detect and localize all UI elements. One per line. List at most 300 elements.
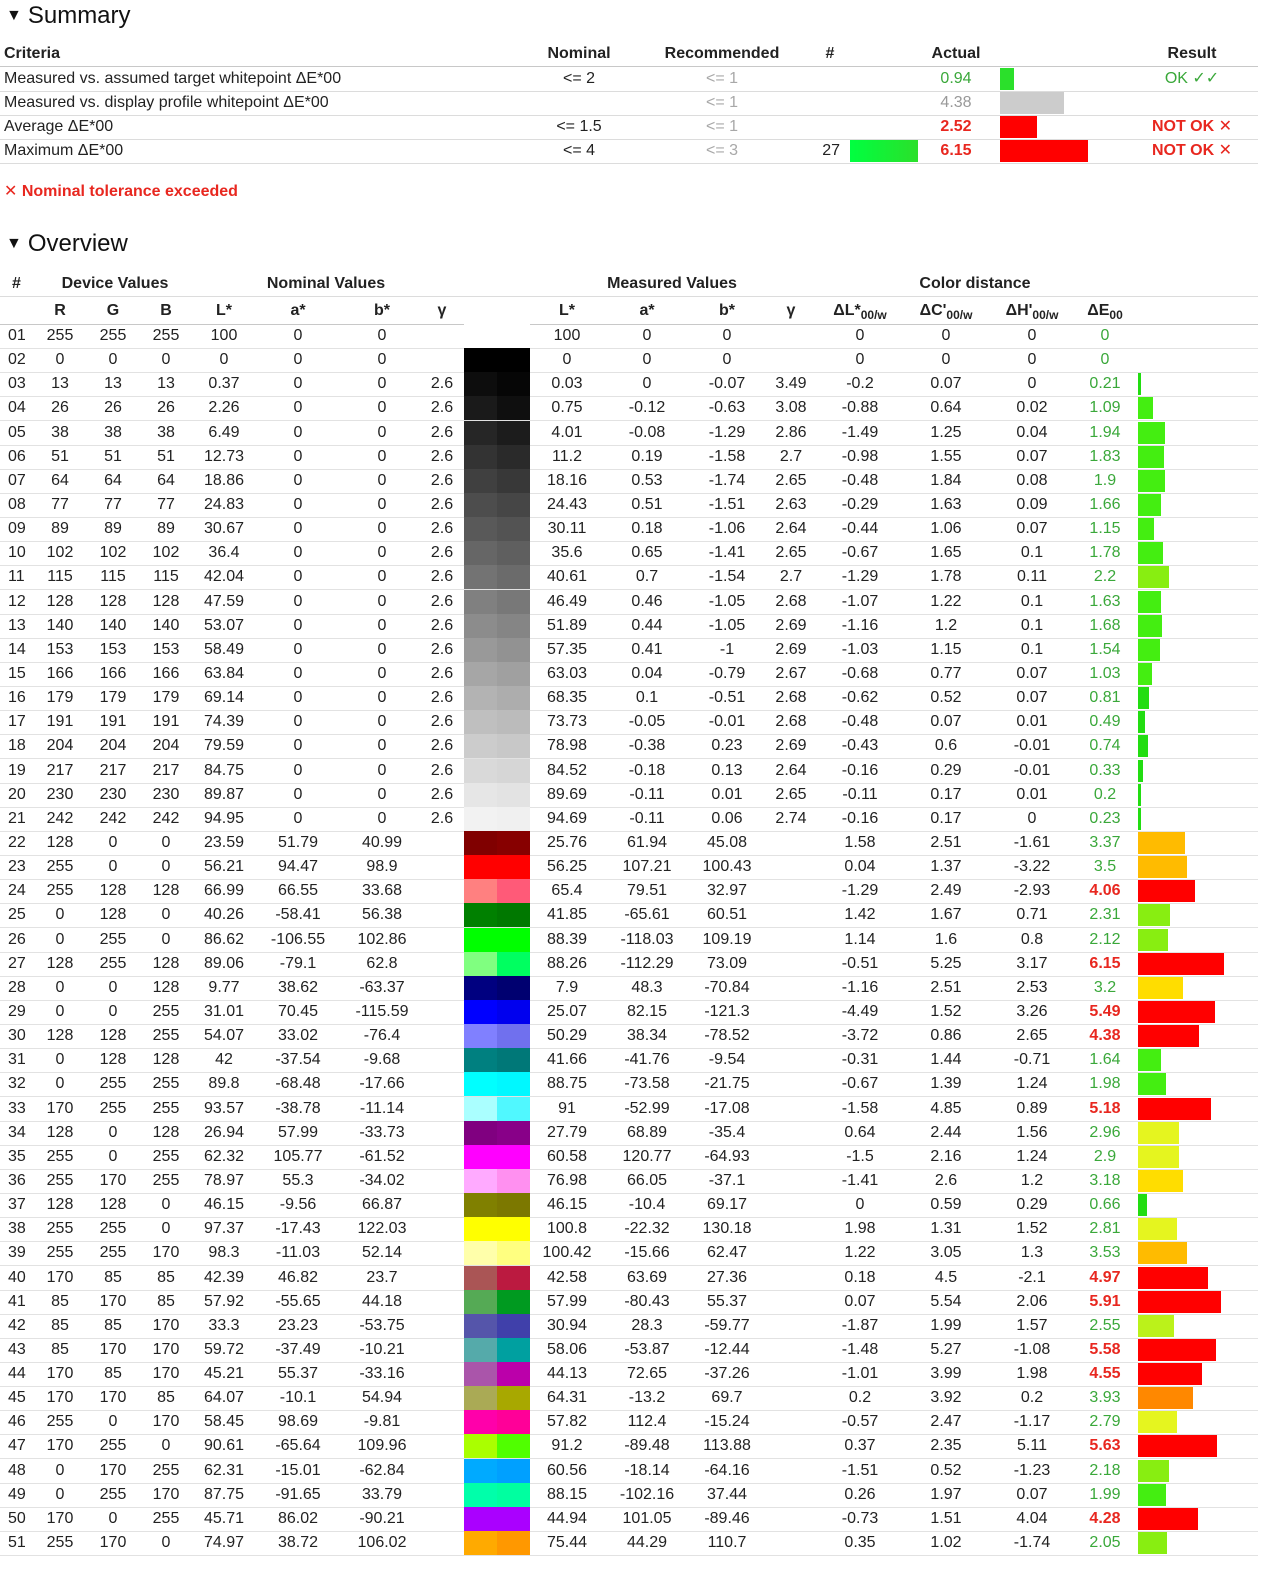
- value-cell: 0: [377, 809, 387, 827]
- column-header-subscript: 00/w: [946, 308, 973, 323]
- value-cell: 68.89: [626, 1123, 668, 1141]
- nominal-swatch: [464, 662, 497, 686]
- value-cell: 0: [293, 665, 303, 682]
- value-cell: -0.07: [708, 375, 746, 393]
- value-cell: 2.6: [430, 809, 454, 827]
- value-cell: 107.21: [622, 858, 672, 876]
- value-cell: -1.51: [708, 496, 746, 513]
- value-cell: 1.57: [1016, 1316, 1048, 1334]
- recommended-cell: <= 1: [705, 94, 739, 111]
- patch-index: 38: [8, 1220, 26, 1238]
- value-cell: 115: [100, 568, 126, 586]
- nominal-swatch: [464, 1217, 497, 1241]
- value-cell: 2.26: [208, 399, 240, 417]
- value-cell: 1.65: [930, 544, 962, 562]
- value-cell: 26: [51, 399, 69, 417]
- value-cell: 255: [46, 1413, 74, 1431]
- value-cell: -1.51: [841, 1461, 879, 1479]
- value-cell: 48.3: [631, 978, 663, 996]
- color-patch-row: [0, 1241, 1258, 1266]
- measured-swatch: [497, 1097, 530, 1121]
- count-cell: [800, 115, 840, 139]
- value-cell: 84.75: [203, 761, 245, 779]
- value-cell: 52.14: [361, 1244, 403, 1262]
- value-cell: 0: [722, 327, 732, 344]
- value-cell: -1.54: [708, 568, 746, 586]
- value-cell: 0: [161, 351, 171, 369]
- delta-e-cell: 4.28: [1089, 1509, 1121, 1527]
- value-cell: -0.11: [629, 809, 665, 827]
- delta-e-cell: 3.93: [1089, 1389, 1121, 1407]
- value-cell: 140: [46, 616, 74, 634]
- measured-swatch: [497, 396, 530, 420]
- value-cell: 0: [642, 327, 652, 344]
- patch-index: 19: [8, 761, 26, 779]
- delta-e-cell: 1.78: [1089, 544, 1121, 562]
- value-cell: -0.62: [841, 689, 879, 707]
- value-cell: 2.65: [1016, 1027, 1048, 1045]
- value-cell: -35.4: [708, 1123, 746, 1141]
- value-cell: 2.6: [934, 1171, 958, 1189]
- nominal-swatch: [464, 1338, 497, 1362]
- value-cell: -3.22: [1013, 858, 1051, 876]
- value-cell: 0: [377, 568, 387, 586]
- value-cell: 44.94: [546, 1509, 588, 1527]
- patch-index: 45: [8, 1389, 26, 1407]
- value-cell: 86.62: [203, 930, 245, 948]
- value-cell: -52.99: [624, 1099, 670, 1117]
- value-cell: -15.66: [624, 1244, 670, 1262]
- nominal-swatch: [464, 831, 497, 855]
- measured-swatch: [497, 879, 530, 903]
- color-patch-row: [0, 396, 1258, 421]
- value-cell: 115: [47, 568, 73, 586]
- value-cell: 0: [108, 1002, 118, 1020]
- delta-e-cell: 2.79: [1089, 1413, 1121, 1431]
- value-cell: -18.14: [624, 1461, 670, 1479]
- value-cell: 2.6: [430, 375, 454, 393]
- color-patch-row: [0, 734, 1258, 759]
- value-cell: 58.45: [203, 1413, 245, 1431]
- value-cell: 57.99: [546, 1292, 588, 1310]
- value-cell: -10.4: [628, 1196, 666, 1213]
- value-cell: 0.52: [930, 689, 962, 707]
- value-cell: 0: [161, 906, 171, 924]
- column-header: [402, 299, 482, 323]
- value-cell: -1.87: [841, 1316, 879, 1334]
- value-cell: 2.06: [1016, 1292, 1048, 1310]
- value-cell: 74.97: [203, 1534, 245, 1551]
- value-cell: 0.89: [1016, 1099, 1048, 1117]
- value-cell: 0: [55, 978, 65, 996]
- overview-section-title[interactable]: ▼ Overview: [6, 230, 128, 257]
- value-cell: 2.65: [775, 544, 807, 562]
- color-patch-row: [0, 1266, 1258, 1291]
- value-cell: -115.59: [355, 1002, 409, 1020]
- value-cell: 82.15: [626, 1002, 668, 1020]
- value-cell: -0.68: [841, 665, 879, 682]
- value-cell: -1.49: [841, 423, 879, 441]
- value-cell: 0.77: [930, 665, 962, 682]
- value-cell: 110.7: [707, 1534, 747, 1551]
- color-patch-row: [0, 686, 1258, 711]
- value-cell: 73.09: [706, 954, 748, 972]
- summary-row: [0, 139, 1258, 164]
- value-cell: 1.24: [1016, 1075, 1048, 1093]
- actual-header: Actual: [931, 45, 981, 62]
- value-cell: 0.01: [1016, 713, 1048, 731]
- delta-e-cell: 1.15: [1089, 520, 1121, 538]
- value-cell: 100: [210, 327, 238, 344]
- value-cell: 0.2: [1020, 1389, 1044, 1407]
- column-header: [1065, 299, 1145, 323]
- summary-row: [0, 115, 1258, 140]
- measured-swatch: [497, 638, 530, 662]
- value-cell: 0: [855, 1196, 865, 1213]
- patch-index: 22: [8, 833, 26, 851]
- value-cell: -1.16: [841, 978, 879, 996]
- value-cell: [751, 1531, 831, 1555]
- color-patch-row: [0, 1097, 1258, 1122]
- value-cell: -0.16: [841, 809, 879, 827]
- nominal-swatch: [464, 903, 497, 927]
- value-cell: 0.02: [1016, 399, 1048, 417]
- nominal-swatch: [464, 1121, 497, 1145]
- value-cell: 58.06: [546, 1340, 588, 1358]
- value-cell: 0: [108, 1123, 118, 1141]
- delta-e-bar: [1138, 1339, 1216, 1361]
- value-cell: -70.84: [704, 978, 750, 996]
- delta-e-bar: [1138, 373, 1141, 395]
- measured-swatch: [497, 831, 530, 855]
- value-cell: 255: [46, 1220, 74, 1238]
- value-cell: 75.44: [546, 1534, 588, 1551]
- measured-values-header: Measured Values: [607, 275, 737, 292]
- measured-swatch: [497, 1314, 530, 1338]
- nominal-swatch: [464, 879, 497, 903]
- value-cell: 0.04: [1016, 423, 1048, 441]
- delta-e-cell: 4.97: [1089, 1268, 1121, 1286]
- patch-index: 23: [8, 858, 26, 876]
- nominal-swatch: [464, 1145, 497, 1169]
- value-cell: 0.64: [844, 1123, 876, 1141]
- value-cell: -78.52: [704, 1027, 750, 1045]
- nominal-swatch: [464, 372, 497, 396]
- delta-e-cell: 0.23: [1089, 809, 1121, 827]
- value-cell: [751, 1193, 831, 1217]
- delta-e-cell: 0.81: [1089, 689, 1121, 707]
- value-cell: 0: [161, 1196, 171, 1213]
- value-cell: 11.2: [552, 447, 582, 465]
- value-cell: 60.56: [546, 1461, 588, 1479]
- delta-e-cell: 1.03: [1089, 665, 1121, 682]
- delta-e-bar: [1138, 1025, 1199, 1047]
- value-cell: 179: [46, 689, 74, 707]
- value-cell: 255: [99, 1437, 127, 1455]
- value-cell: -37.1: [708, 1171, 746, 1189]
- nominal-swatch: [464, 1459, 497, 1483]
- value-cell: 0.11: [1017, 568, 1047, 586]
- delta-e-bar: [1138, 1073, 1166, 1095]
- value-cell: 2.6: [430, 592, 454, 610]
- value-cell: -1.41: [708, 544, 746, 562]
- value-cell: -79.1: [279, 954, 317, 972]
- value-cell: 65.4: [551, 882, 583, 900]
- value-cell: 35.6: [551, 544, 583, 562]
- value-cell: 0: [161, 833, 171, 851]
- value-cell: [751, 952, 831, 976]
- value-cell: -1.23: [1013, 1461, 1051, 1479]
- value-cell: 2.64: [775, 761, 807, 779]
- value-cell: 102: [152, 544, 180, 562]
- value-cell: 217: [152, 761, 180, 779]
- delta-e-bar: [1138, 566, 1169, 588]
- value-cell: 255: [99, 327, 127, 344]
- delta-e-cell: 3.2: [1093, 978, 1117, 996]
- value-cell: -65.64: [275, 1437, 321, 1455]
- value-cell: 54.94: [361, 1389, 403, 1407]
- value-cell: -106.55: [270, 930, 326, 948]
- recommended-header: Recommended: [664, 45, 780, 62]
- value-cell: 93.57: [203, 1099, 245, 1117]
- value-cell: -1.58: [841, 1099, 879, 1117]
- value-cell: 0: [293, 640, 303, 658]
- value-cell: 128: [99, 1196, 127, 1213]
- value-cell: 0: [55, 1075, 65, 1093]
- value-cell: -17.43: [275, 1220, 321, 1238]
- index-header: #: [12, 275, 21, 292]
- color-patch-row: [0, 783, 1258, 808]
- value-cell: 0: [55, 1461, 65, 1479]
- value-cell: -1.61: [1013, 833, 1051, 851]
- value-cell: 230: [152, 785, 180, 803]
- nominal-swatch: [464, 1048, 497, 1072]
- value-cell: 26: [157, 399, 175, 417]
- color-patch-row: [0, 952, 1258, 977]
- value-cell: -1.01: [841, 1365, 879, 1382]
- value-cell: 0.26: [844, 1485, 876, 1503]
- patch-index: 50: [8, 1509, 26, 1527]
- collapse-triangle-icon[interactable]: ▼: [6, 235, 22, 252]
- value-cell: 0.53: [631, 471, 663, 489]
- patch-index: 04: [8, 399, 26, 417]
- value-cell: 69.14: [203, 689, 245, 707]
- value-cell: 4.85: [930, 1099, 962, 1117]
- delta-e-cell: 1.99: [1089, 1485, 1121, 1503]
- value-cell: -91.65: [275, 1485, 321, 1503]
- value-cell: 2.6: [430, 640, 454, 658]
- value-cell: 5.54: [930, 1292, 962, 1310]
- value-cell: -11.14: [359, 1099, 405, 1117]
- measured-swatch: [497, 469, 530, 493]
- color-patch-row: [0, 1459, 1258, 1484]
- delta-e-bar: [1138, 1532, 1167, 1554]
- value-cell: 23.23: [277, 1316, 319, 1334]
- color-patch-row: [0, 759, 1258, 784]
- value-cell: 0: [562, 351, 572, 369]
- value-cell: 85: [104, 1365, 122, 1382]
- value-cell: 38.62: [277, 978, 319, 996]
- value-cell: 64: [104, 471, 122, 489]
- delta-e-cell: 1.68: [1089, 616, 1121, 634]
- value-cell: 166: [152, 665, 180, 682]
- value-cell: 1.58: [844, 833, 876, 851]
- color-patch-row: [0, 565, 1258, 590]
- value-cell: 85: [51, 1316, 69, 1334]
- value-cell: -0.57: [841, 1413, 879, 1431]
- value-cell: 57.92: [203, 1292, 245, 1310]
- value-cell: 85: [51, 1340, 69, 1358]
- value-cell: 105.77: [273, 1147, 323, 1165]
- value-cell: 13: [157, 375, 175, 393]
- value-cell: -0.43: [841, 737, 879, 755]
- value-cell: -4.49: [841, 1002, 879, 1020]
- value-cell: -34.02: [359, 1171, 405, 1189]
- value-cell: 204: [46, 737, 74, 755]
- value-cell: 2.69: [775, 640, 807, 658]
- value-cell: 255: [152, 1099, 180, 1117]
- value-cell: 2.6: [430, 399, 454, 417]
- delta-e-bar: [1138, 760, 1143, 782]
- value-cell: 0: [1027, 351, 1037, 369]
- overview-group-header-row: [0, 272, 1258, 297]
- measured-swatch: [497, 662, 530, 686]
- value-cell: 0.52: [930, 1461, 962, 1479]
- value-cell: 2.64: [775, 520, 807, 538]
- delta-e-bar: [1138, 1363, 1202, 1385]
- value-cell: 170: [46, 1268, 74, 1286]
- delta-e-bar: [1138, 1460, 1169, 1482]
- value-cell: -33.16: [359, 1365, 405, 1382]
- value-cell: 1.99: [930, 1316, 962, 1334]
- value-cell: -0.05: [628, 713, 666, 731]
- value-cell: 170: [152, 1316, 180, 1334]
- measured-swatch: [497, 1459, 530, 1483]
- delta-e-bar: [1138, 1315, 1174, 1337]
- measured-swatch: [497, 783, 530, 807]
- value-cell: 89.87: [203, 785, 245, 803]
- value-cell: 63.69: [626, 1268, 668, 1286]
- value-cell: 128: [99, 1051, 127, 1069]
- delta-e-cell: 1.83: [1089, 447, 1121, 465]
- patch-index: 26: [8, 930, 26, 948]
- column-header: [751, 299, 831, 323]
- value-cell: 1.22: [930, 592, 962, 610]
- value-cell: 89.69: [546, 785, 588, 803]
- value-cell: -118.03: [620, 930, 674, 948]
- value-cell: 69.17: [706, 1196, 748, 1213]
- value-cell: -1.17: [1013, 1413, 1051, 1431]
- value-cell: 0: [161, 858, 171, 876]
- color-patch-row: [0, 1410, 1258, 1435]
- value-cell: [751, 1410, 831, 1434]
- value-cell: -17.66: [359, 1075, 405, 1093]
- value-cell: 2.6: [430, 447, 454, 465]
- delta-e-cell: 2.2: [1093, 568, 1117, 586]
- patch-index: 32: [8, 1075, 26, 1093]
- value-cell: 1.39: [930, 1075, 962, 1093]
- value-cell: 102: [99, 544, 127, 562]
- measured-swatch: [497, 1266, 530, 1290]
- value-cell: 128: [152, 882, 180, 900]
- value-cell: 25.07: [546, 1002, 588, 1020]
- delta-e-bar: [1138, 470, 1165, 492]
- value-cell: 1.14: [844, 930, 876, 948]
- summary-section-title[interactable]: ▼ Summary: [6, 2, 131, 29]
- value-cell: 24.43: [546, 496, 588, 513]
- value-cell: 128: [152, 978, 180, 996]
- value-cell: -59.77: [704, 1316, 750, 1334]
- value-cell: -53.75: [359, 1316, 405, 1334]
- value-cell: 38: [104, 423, 122, 441]
- value-cell: 31.01: [203, 1002, 245, 1020]
- value-cell: 0: [377, 375, 387, 393]
- value-cell: 109.96: [357, 1437, 407, 1455]
- nominal-swatch: [464, 807, 497, 831]
- value-cell: -1.08: [1013, 1340, 1051, 1358]
- value-cell: 3.99: [930, 1365, 962, 1382]
- value-cell: 56.25: [546, 858, 588, 876]
- value-cell: 0.1: [1020, 616, 1044, 634]
- collapse-triangle-icon[interactable]: ▼: [6, 7, 22, 24]
- patch-index: 40: [8, 1268, 26, 1286]
- value-cell: 170: [46, 1365, 74, 1382]
- value-cell: -121.3: [704, 1002, 750, 1020]
- value-cell: 41.66: [546, 1051, 588, 1069]
- color-patch-row: [0, 1531, 1258, 1556]
- delta-e-cell: 2.55: [1089, 1316, 1121, 1334]
- value-cell: -0.88: [841, 399, 879, 417]
- value-cell: 0.37: [844, 1437, 876, 1455]
- value-cell: 0.19: [631, 447, 663, 465]
- delta-e-cell: 0.74: [1089, 737, 1121, 755]
- value-cell: 170: [152, 1413, 180, 1431]
- value-cell: 30.11: [547, 520, 587, 538]
- column-header-label: ΔC': [919, 302, 947, 319]
- value-cell: 0.44: [631, 616, 663, 634]
- value-cell: [751, 1121, 831, 1145]
- value-cell: 51: [157, 447, 175, 465]
- value-cell: 255: [152, 1509, 180, 1527]
- value-cell: 89: [157, 520, 175, 538]
- value-cell: 2.6: [430, 689, 454, 707]
- column-header-subscript: 00/w: [860, 308, 887, 323]
- measured-swatch: [497, 1290, 530, 1314]
- nominal-swatch: [464, 348, 497, 372]
- value-cell: 50.29: [546, 1027, 588, 1045]
- patch-index: 16: [8, 689, 26, 707]
- color-patch-row: [0, 614, 1258, 639]
- value-cell: -0.51: [708, 689, 746, 707]
- value-cell: -0.31: [841, 1051, 879, 1069]
- value-cell: 0.71: [1016, 906, 1048, 924]
- value-cell: 30.67: [203, 520, 245, 538]
- value-cell: 98.3: [208, 1244, 240, 1262]
- value-cell: 100.8: [546, 1220, 588, 1238]
- delta-e-cell: 5.49: [1089, 1002, 1121, 1020]
- value-cell: 0.29: [1016, 1196, 1048, 1213]
- value-cell: 38: [51, 423, 69, 441]
- value-cell: -41.76: [624, 1051, 670, 1069]
- value-cell: -73.58: [624, 1075, 670, 1093]
- value-cell: 100: [553, 327, 581, 344]
- color-patch-row: [0, 1386, 1258, 1411]
- value-cell: 1.78: [930, 568, 962, 586]
- actual-bar: [1000, 116, 1037, 138]
- patch-index: 46: [8, 1413, 26, 1431]
- value-cell: 0.1: [1020, 592, 1044, 610]
- value-cell: 4.04: [1016, 1509, 1048, 1527]
